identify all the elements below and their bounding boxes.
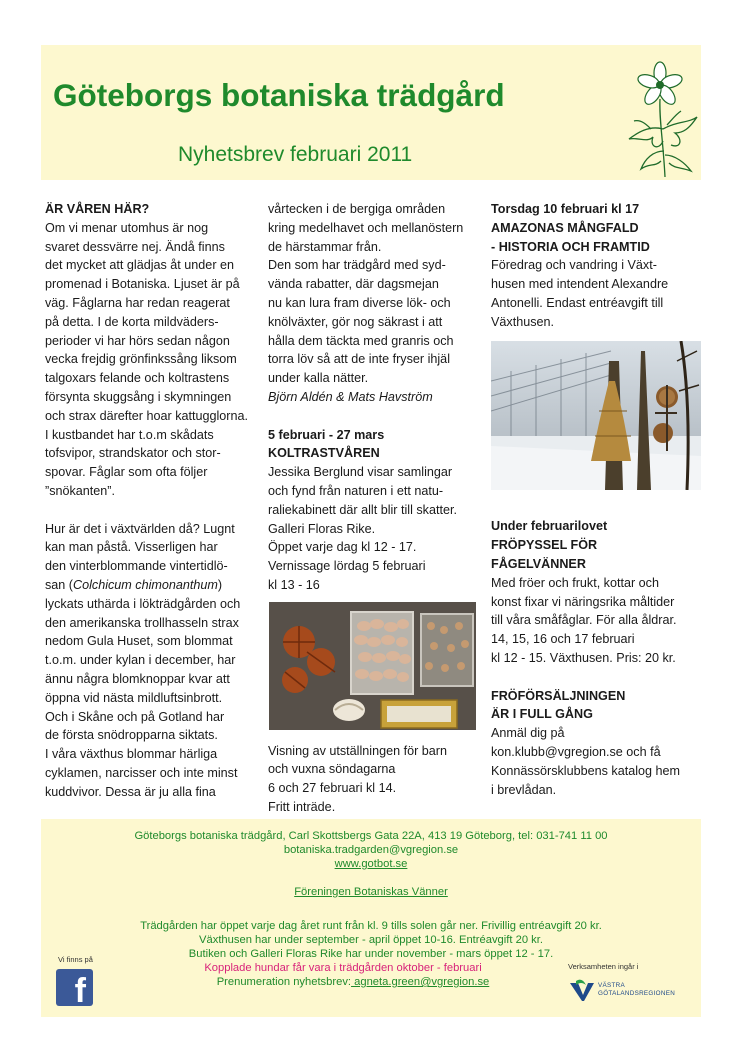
vgr-line-2: GÖTALANDSREGIONEN <box>598 990 676 997</box>
heading-line: AMAZONAS MÅNGFALD <box>491 220 639 235</box>
bird-feeder-photo <box>491 341 701 490</box>
amazonas-text <box>491 256 706 331</box>
text-line: och strax därefter hoar kattugglorna. <box>45 408 249 423</box>
heading-line: ÄR I FULL GÅNG <box>491 707 593 722</box>
footer-dogs-notice: Kopplade hundar får vara i trädgården oktober - februari <box>204 962 482 974</box>
vi-finns-label: Vi finns på <box>58 955 93 964</box>
text-line: ”snökanten”. <box>45 483 116 498</box>
footer-address: Göteborgs botaniska trädgård, Carl Skottsbergs Gata 22A, 413 19 Göteborg, tel: 031-741 11 00 <box>134 830 608 842</box>
heading-line: - HISTORIA OCH FRAMTID <box>491 239 650 254</box>
text-line: Föredrag och vandring i Växt- <box>491 258 657 273</box>
text-line: Den som har trädgård med syd- <box>268 258 446 273</box>
species-name: Colchicum chimonanthum <box>73 577 218 592</box>
text-line: ännu några blomknoppar kvar att <box>45 671 230 686</box>
heading-line: 5 februari - 27 mars <box>268 427 385 442</box>
text-line: 6 och 27 februari kl 14. <box>268 781 397 796</box>
footer-hours-shop: Butiken och Galleri Floras Rike har under november - mars öppet 12 - 17. <box>188 948 554 960</box>
text-line: det mycket att glädjas åt under en <box>45 258 235 273</box>
text-line: Hur är det i växtvärlden då? Lugnt <box>45 521 235 536</box>
text-line: under kalla nätter. <box>268 371 369 386</box>
text-line: kuddvivor. Dessa är ju alla fina <box>45 784 216 799</box>
text-line: t.o.m. under kylan i december, har <box>45 653 236 668</box>
footer <box>41 819 701 1017</box>
text-line: vända rabatter, där dagsmejan <box>268 277 439 292</box>
subscribe-email-link[interactable]: agneta.green@vgregion.se <box>351 976 490 988</box>
vgr-emblem-icon <box>568 979 596 1003</box>
koltrastvaren-heading <box>268 426 478 464</box>
text-line: Om vi menar utomhus är nog <box>45 220 209 235</box>
text-line: talgoxars felande och koltrastens <box>45 371 230 386</box>
text-line: den vinterblommande vintertidlö- <box>45 559 228 574</box>
subscribe-label: Prenumeration nyhetsbrev: <box>216 976 352 988</box>
text-line: lyckats uthärda i lökträdgården och <box>45 596 241 611</box>
footer-hours-garden: Trädgården har öppet varje dag året runt från kl. 9 tills solen går ner. Frivillig entréavgift 20 kr. <box>140 920 602 932</box>
text-line: husen med intendent Alexandre <box>491 277 669 292</box>
footer-society-link[interactable]: Föreningen Botaniskas Vänner <box>294 886 448 898</box>
heading-line: FRÖPYSSEL FÖR <box>491 538 598 553</box>
text-line: försynta skuggsång i skymningen <box>45 389 232 404</box>
text-line: öppna vid nästa mildluftsinbrott. <box>45 690 223 705</box>
verksamheten-label: Verksamheten ingår i <box>568 962 639 971</box>
text-line: Anmäl dig på <box>491 726 565 741</box>
species-suffix: ) <box>217 577 223 592</box>
spring-heading: ÄR VÅREN HÄR? <box>45 202 150 216</box>
text-line: Vernissage lördag 5 februari <box>268 559 426 574</box>
guided-tour-text <box>268 742 478 817</box>
footer-website-link[interactable]: www.gotbot.se <box>334 858 408 870</box>
text-line: kan man påstå. Visserligen har <box>45 540 218 555</box>
text-line: I kustbandet har t.o.m skådats <box>45 427 214 442</box>
species-line <box>45 576 263 595</box>
text-line: Antonelli. Endast entréavgift till <box>491 295 664 310</box>
text-line: kring medelhavet och mellanöstern <box>268 220 464 235</box>
events-column <box>491 200 706 799</box>
exhibition-photo <box>269 602 476 730</box>
text-line: Växthusen. <box>491 314 555 329</box>
spring-paragraph-3 <box>268 200 478 388</box>
heading-line: KOLTRASTVÅREN <box>268 446 380 461</box>
article-spring <box>45 200 263 802</box>
text-line: spovar. Fåglar som ofta följer <box>45 465 208 480</box>
text-line: 14, 15, 16 och 17 februari <box>491 632 635 647</box>
heading-line: Under februarilovet <box>491 519 608 534</box>
text-line: Jessika Berglund visar samlingar <box>268 465 453 480</box>
text-line: kon.klubb@vgregion.se och få <box>491 744 661 759</box>
koltrastvaren-text <box>268 463 478 595</box>
text-line: kl 13 - 16 <box>268 577 320 592</box>
text-line: hålla dem täckta med granris och <box>268 333 454 348</box>
vgr-name <box>598 982 675 998</box>
text-line: till våra småfåglar. För alla åldrar. <box>491 613 677 628</box>
spring-paragraph-2-cont <box>45 595 263 802</box>
froforsaljning-heading <box>491 687 706 725</box>
text-line: nedom Gula Huset, som blommat <box>45 634 233 649</box>
facebook-icon[interactable]: f <box>56 969 93 1006</box>
text-line: de första snödropparna siktats. <box>45 728 218 743</box>
text-line: kl 12 - 15. Växthusen. Pris: 20 kr. <box>491 650 676 665</box>
vastra-gotalandsregionen-logo <box>568 979 703 1009</box>
text-line: Galleri Floras Rike. <box>268 521 376 536</box>
heading-line: Torsdag 10 februari kl 17 <box>491 202 640 216</box>
masthead <box>41 45 701 180</box>
text-line: och fynd från naturen i ett natu- <box>268 483 444 498</box>
page-title: Göteborgs botaniska trädgård <box>53 77 505 113</box>
species-prefix: san ( <box>45 577 73 592</box>
text-line: Visning av utställningen för barn <box>268 743 447 758</box>
text-line: svaret dessvärre nej. Ändå finns <box>45 239 225 254</box>
heading-line: FÅGELVÄNNER <box>491 556 586 571</box>
fropyssel-text <box>491 574 706 668</box>
text-line: väg. Fåglarna har redan reagerat <box>45 295 230 310</box>
text-line: knölväxter, gör nog säkrast i att <box>268 314 443 329</box>
text-line: Konnässörsklubbens katalog hem <box>491 763 681 778</box>
flower-logo-icon <box>619 59 701 179</box>
newsletter-subtitle: Nyhetsbrev februari 2011 <box>178 143 413 166</box>
text-line: konst fixar vi näringsrika måltider <box>491 594 675 609</box>
text-line: Med fröer och frukt, kottar och <box>491 575 659 590</box>
text-line: de härstammar från. <box>268 239 382 254</box>
spring-paragraph-2 <box>45 520 263 576</box>
article-authors: Björn Aldén & Mats Havström <box>268 389 433 404</box>
text-line: raliekabinett där allt blir till skatter. <box>268 502 457 517</box>
footer-hours-greenhouse: Växthusen har under september - april öppet 10-16. Entréavgift 20 kr. <box>199 934 543 946</box>
text-line: och vuxna söndagarna <box>268 762 396 777</box>
text-line: cyklamen, narcisser och inte minst <box>45 765 238 780</box>
text-line: perioder vi har hörs sedan någon <box>45 333 230 348</box>
text-line: Öppet varje dag kl 12 - 17. <box>268 540 417 555</box>
text-line: promenad i Botaniska. Ljuset är på <box>45 277 240 292</box>
text-line: vårtecken i de bergiga områden <box>268 202 446 216</box>
vgr-line-1: VÄSTRA <box>598 982 625 989</box>
footer-email-link[interactable]: botaniska.tradgarden@vgregion.se <box>283 844 459 856</box>
text-line: Fritt inträde. <box>268 799 336 814</box>
fropyssel-heading <box>491 517 706 573</box>
froforsaljning-text <box>491 724 706 799</box>
text-line: Och i Skåne och på Gotland har <box>45 709 225 724</box>
heading-line: FRÖFÖRSÄLJNINGEN <box>491 688 626 703</box>
text-line: torra löv så att de inte fryser ihjäl <box>268 352 450 367</box>
text-line: I våra växthus blommar härliga <box>45 747 218 762</box>
text-line: i brevlådan. <box>491 782 557 797</box>
text-line: nu kan lura fram diverse lök- och <box>268 295 451 310</box>
article-column-2 <box>268 200 478 817</box>
spring-paragraph-1 <box>45 219 263 501</box>
text-line: den amerikanska trollhasseln strax <box>45 615 239 630</box>
text-line: tofsvipor, strandskator och stor- <box>45 446 221 461</box>
text-line: vecka frejdig grönfinkssång liksom <box>45 352 237 367</box>
amazonas-heading <box>491 200 706 256</box>
text-line: på detta. I de korta mildväders- <box>45 314 219 329</box>
